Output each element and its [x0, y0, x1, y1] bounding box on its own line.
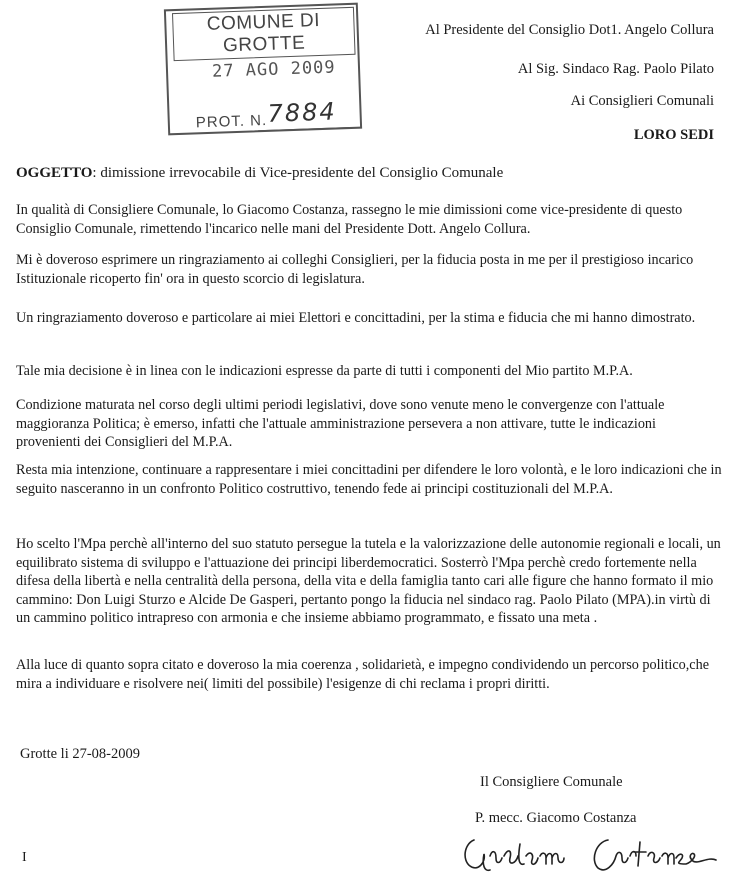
- paragraph-6: Resta mia intenzione, continuare a rappresentare i miei concittadini per difendere le loro volontà, e le loro indicazioni che in seguito nasceranno in un confronto Politico costruttivo, tenendo fede ai principi costituzionali del M.P.A.: [16, 462, 722, 497]
- subject-text: : dimissione irrevocabile di Vice-presidente del Consiglio Comunale: [92, 165, 504, 181]
- subject-label: OGGETTO: [16, 165, 93, 181]
- handwritten-signature: [460, 826, 730, 878]
- stamp-title: COMUNE DI GROTTE: [172, 7, 356, 61]
- paragraph-5: Condizione maturata nel corso degli ultimi periodi legislativi, dove sono venute meno le convergenze con l'attuale maggioranza Politica; è emerso, infatti che l'attuale amministrazione persevera a non attivare, tutte le indicazioni provenienti dei Consiglieri del M.P.A.: [16, 397, 665, 450]
- place-date: Grotte li 27-08-2009: [20, 746, 141, 762]
- protocol-stamp: [164, 3, 362, 136]
- paragraph-1: In qualità di Consigliere Comunale, lo Giacomo Costanza, rassegno le mie dimissioni come vice-presidente di questo Consiglio Comunale, rimettendo l'incarico nelle mani del Presidente Dott. Angelo Collura.: [16, 202, 683, 237]
- addressee-mayor: Al Sig. Sindaco Rag. Paolo Pilato: [517, 61, 714, 77]
- subject-line: [16, 165, 503, 182]
- addressee-councillors: Ai Consiglieri Comunali: [570, 93, 714, 109]
- paragraph-7: Ho scelto l'Mpa perchè all'interno del suo statuto persegue la tutela e la valorizzazione delle autonomie regionali e locali, un equilibrato sistema di sviluppo e l'attuazione dei principi liberdemocratici. Sosterrò l'Mpa perchè credo fortemente nella difesa della libertà e nella centralità della persona, della vita e della famiglia tanto cari alle figure che hanno formato il mio cammino: Don Luigi Sturzo e Alcide De Gasperi, pertanto pongo la fiducia nel sindaco rag. Paolo Pilato (MPA).in virtù di un cammino politico intrapreso con armonia e che insieme abbiamo programmato, e fissato una meta .: [16, 536, 721, 626]
- addressee-loro-sedi: LORO SEDI: [633, 127, 714, 143]
- paragraph-3: Un ringraziamento doveroso e particolare ai miei Elettori e concittadini, per la stima e fiducia che mi hanno dimostrato.: [16, 310, 696, 326]
- signatory-role: Il Consigliere Comunale: [480, 774, 623, 790]
- paragraph-2: Mi è doveroso esprimere un ringraziamento ai colleghi Consiglieri, per la fiducia posta in me per il prestigioso incarico Istituzionale ricoperto fin' ora in questo scorcio di legislatura.: [16, 252, 694, 287]
- paragraph-8: Alla luce di quanto sopra citato e doveroso la mia coerenza , solidarietà, e impegno condividendo un percorso politico,che mira a individuare e risolvere nei( limiti del possibile) l'esigenze di chi reclama i propri diritti.: [16, 657, 709, 692]
- signatory-name: P. mecc. Giacomo Costanza: [475, 810, 637, 826]
- stamp-prot-number: 7884: [267, 97, 338, 128]
- stamp-date: 27 AGO 2009: [211, 57, 336, 82]
- paragraph-4: Tale mia decisione è in linea con le indicazioni espresse da parte di tutti i componenti del Mio partito M.P.A.: [16, 363, 633, 379]
- margin-mark: I: [22, 850, 27, 865]
- stamp-prot-label: PROT. N.: [195, 111, 268, 132]
- addressee-president: Al Presidente del Consiglio Dot1. Angelo Collura: [425, 22, 714, 38]
